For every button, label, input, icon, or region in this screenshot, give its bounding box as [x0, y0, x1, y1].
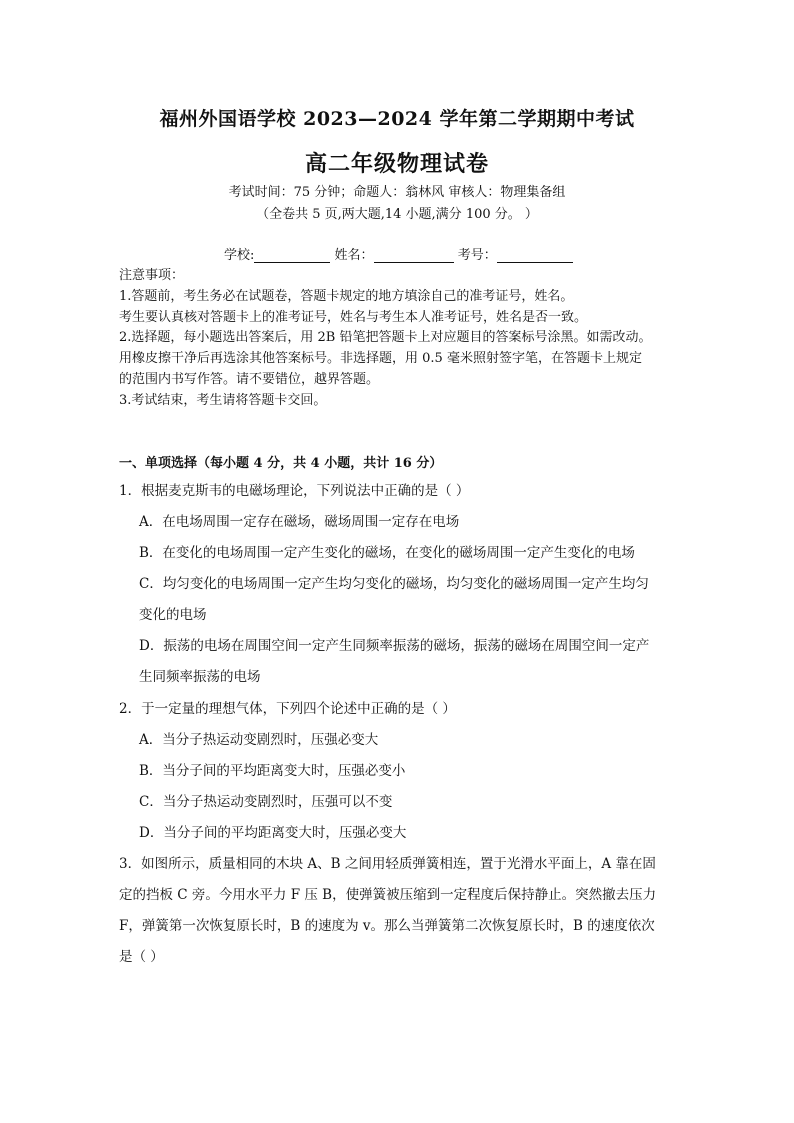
question-3-stem-line: 定的挡板 C 旁。今用水平力 F 压 B，使弹簧被压缩到一定程度后保持静止。突然撤去压力 — [119, 887, 657, 903]
question-1-option-d: D．振荡的电场在周围空间一定产生同频率振荡的磁场，振荡的磁场在周围空间一定产 — [139, 638, 650, 654]
question-1-option-c: C．均匀变化的电场周围一定产生均匀变化的磁场，均匀变化的磁场周围一定产生均匀 — [139, 576, 649, 592]
school-label: 学校: — [224, 248, 255, 263]
question-3-stem-line: F，弹簧第一次恢复原长时，B 的速度为 v。那么当弹簧第二次恢复原长时，B 的速度依次 — [119, 918, 655, 934]
instruction-line: 考生要认真核对答题卡上的准考证号，姓名与考生本人准考证号，姓名是否一致。 — [119, 309, 588, 325]
question-2-option-d: D．当分子间的平均距离变大时，压强必变大 — [139, 825, 407, 841]
question-1-option-d-cont: 生同频率振荡的电场 — [139, 669, 261, 685]
instruction-line: 1.答题前，考生务必在试题卷，答题卡规定的地方填涂自己的准考证号，姓名。 — [119, 288, 574, 304]
exam-meta-line1: 考试时间：75 分钟；命题人：翁林风 审核人：物理集备组 — [228, 185, 566, 200]
student-info-fields — [224, 244, 573, 263]
question-1-option-b: B．在变化的电场周围一定产生变化的磁场，在变化的磁场周围一定产生变化的电场 — [139, 545, 635, 561]
question-2-option-b: B．当分子间的平均距离变大时，压强必变小 — [139, 763, 406, 779]
school-blank[interactable] — [254, 248, 330, 263]
number-label: 考号： — [457, 248, 497, 263]
question-2-option-c: C．当分子热运动变剧烈时，压强可以不变 — [139, 794, 393, 810]
name-label: 姓名： — [334, 248, 374, 263]
question-1-option-c-cont: 变化的电场 — [139, 607, 207, 623]
instructions — [119, 266, 699, 412]
exam-title: 福州外国语学校 2023—2024 学年第二学期期中考试 — [159, 108, 635, 130]
instruction-line: 的范围内书写作答。请不要错位，越界答题。 — [119, 371, 380, 387]
exam-subtitle: 高二年级物理试卷 — [304, 151, 489, 177]
section-title: 一、单项选择（每小题 4 分，共 4 小题，共计 16 分） — [119, 456, 443, 471]
number-blank[interactable] — [497, 248, 573, 263]
instruction-line: 2.选择题，每小题选出答案后，用 2B 铅笔把答题卡上对应题目的答案标号涂黑。如需改动。 — [119, 330, 652, 346]
instructions-heading: 注意事项： — [119, 268, 185, 283]
name-blank[interactable] — [374, 248, 454, 263]
question-1-stem: 1．根据麦克斯韦的电磁场理论，下列说法中正确的是（ ） — [119, 483, 470, 499]
question-1-option-a: A．在电场周围一定存在磁场，磁场周围一定存在电场 — [139, 514, 460, 530]
instruction-line: 3.考试结束，考生请将答题卡交回。 — [119, 392, 327, 408]
question-2-option-a: A．当分子热运动变剧烈时，压强必变大 — [139, 732, 379, 748]
question-2-stem: 2．于一定量的理想气体，下列四个论述中正确的是（ ） — [119, 701, 456, 717]
exam-meta-line2: （全卷共 5 页,两大题,14 小题,满分 100 分。 ） — [256, 207, 538, 222]
instruction-line: 用橡皮擦干净后再选涂其他答案标号。非选择题，用 0.5 毫米照射签字笔，在答题卡上规定 — [119, 351, 642, 367]
question-3-stem-line: 是（ ） — [119, 949, 164, 965]
question-3-stem-line: 3．如图所示，质量相同的木块 A、B 之间用轻质弹簧相连，置于光滑水平面上，A 靠在固 — [119, 856, 656, 872]
